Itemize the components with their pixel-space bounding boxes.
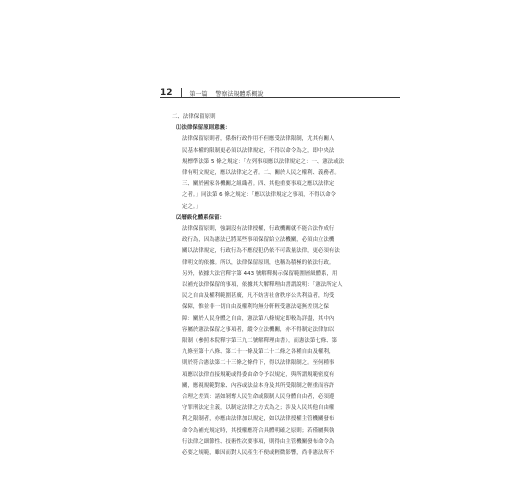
text-line: 保障，惟並非一切自由及權利均無分軒輊受憲法毫無差別之保 [182, 304, 329, 311]
text-line: 法律保留原則，強調沒有法律授權，行政機關就不能合法作成行 [182, 226, 335, 233]
text-line: 障：關於人民身體之自由，憲法第八條規定即較為詳盡，其中內 [182, 315, 335, 322]
text-line: 另外，依據大法官釋字第 443 號解釋揭示保留範圍層級體系，用 [182, 270, 338, 277]
chapter-label: 第一篇 [189, 90, 208, 98]
text-line: 三、關於國家各機關之組織者。四、其他重要事項之應以法律定 [182, 181, 335, 188]
chapter-title: 警察法規體系概說 [215, 90, 264, 98]
page-number: 12 [160, 88, 173, 98]
text-line: 容屬於憲法保留之事項者，縱令立法機關，亦不得制定法律加以 [182, 326, 335, 333]
subsection-title-2: ⑵層級化體系保留： [176, 214, 225, 221]
text-line: 律有明文規定，應以法律定之者。二、關於人民之權利、義務者。 [182, 170, 340, 177]
text-line: 以補充法律保留的事項，依據其大解釋理由書謂說明：「憲法所定人 [182, 282, 343, 289]
paragraph-2 [182, 224, 386, 459]
text-line: 九條至第十八條、第二十一條及第二十二條之各種自由及權利， [182, 349, 335, 356]
text-line: 關以法律規定，行政行為不應侵犯仍依不可裁量法律，更必須有法 [182, 248, 340, 255]
text-line: 規標準法第 5 條之規定：「左列事項應以法律規定之：一、憲法或法 [182, 158, 345, 165]
text-line: 命令為補充規定時，其授權應符合具體明確之原則；若僅屬與執 [182, 427, 335, 434]
text-line: 律明文的依據。所以，法律保留原則，也稱為積極的依法行政。 [182, 259, 335, 266]
text-line: 守罪刑法定主義，以制定法律之方式為之；涉及人民其他自由權 [182, 405, 335, 412]
text-line: 之者。」同法第 6 條之規定：「應以法律規定之事項，不得以命令 [182, 192, 336, 199]
header-rule [160, 97, 400, 98]
text-line: 民基本權的限制更必須以法律規定，不得以命令為之，即中央法 [182, 147, 335, 154]
subsection-title-1: ⑴法律保留原則意義： [176, 125, 231, 132]
text-line: 定之。」 [182, 203, 202, 210]
text-line: 行法律之細節性、技術性次要事項，則得由主管機關發布命令為 [182, 438, 335, 445]
text-line: 法律保留原則者，係指行政作用不但應受法律限制，尤其有關人 [182, 136, 335, 143]
text-line: 民之自由及權利範圍甚廣，凡不妨害社會秩序公共利益者，均受 [182, 293, 335, 300]
text-line: 限制（參照本院釋字第三九二號解釋理由書），而憲法第七條、第 [182, 338, 338, 345]
text-line: 合理之差異：諸如剝奪人民生命或限制人民身體自由者，必須遵 [182, 394, 335, 401]
text-line: 關，應視規範對象、內容或法益本身及其所受限制之輕重而容許 [182, 382, 335, 389]
body-text [172, 112, 386, 459]
section-title: 二、法律保留原則 [172, 114, 216, 120]
text-line: 項應以法律直接規範或得委由命令予以規定，與所謂規範密度有 [182, 371, 335, 378]
text-line: 利之限制者，亦應由法律加以規定，如以法律授權主管機關發布 [182, 416, 335, 423]
paragraph-1 [182, 134, 386, 212]
text-line: 政行為，因為憲法已將某些事項保留給立法機關，必須由立法機 [182, 237, 335, 244]
text-line: 則於符合憲法第二十三條之條件下，得以法律限制之。至何種事 [182, 360, 335, 367]
text-line: 必要之規範，雖因而對人民產生不便或輕微影響，尚非憲法所不 [182, 450, 335, 457]
